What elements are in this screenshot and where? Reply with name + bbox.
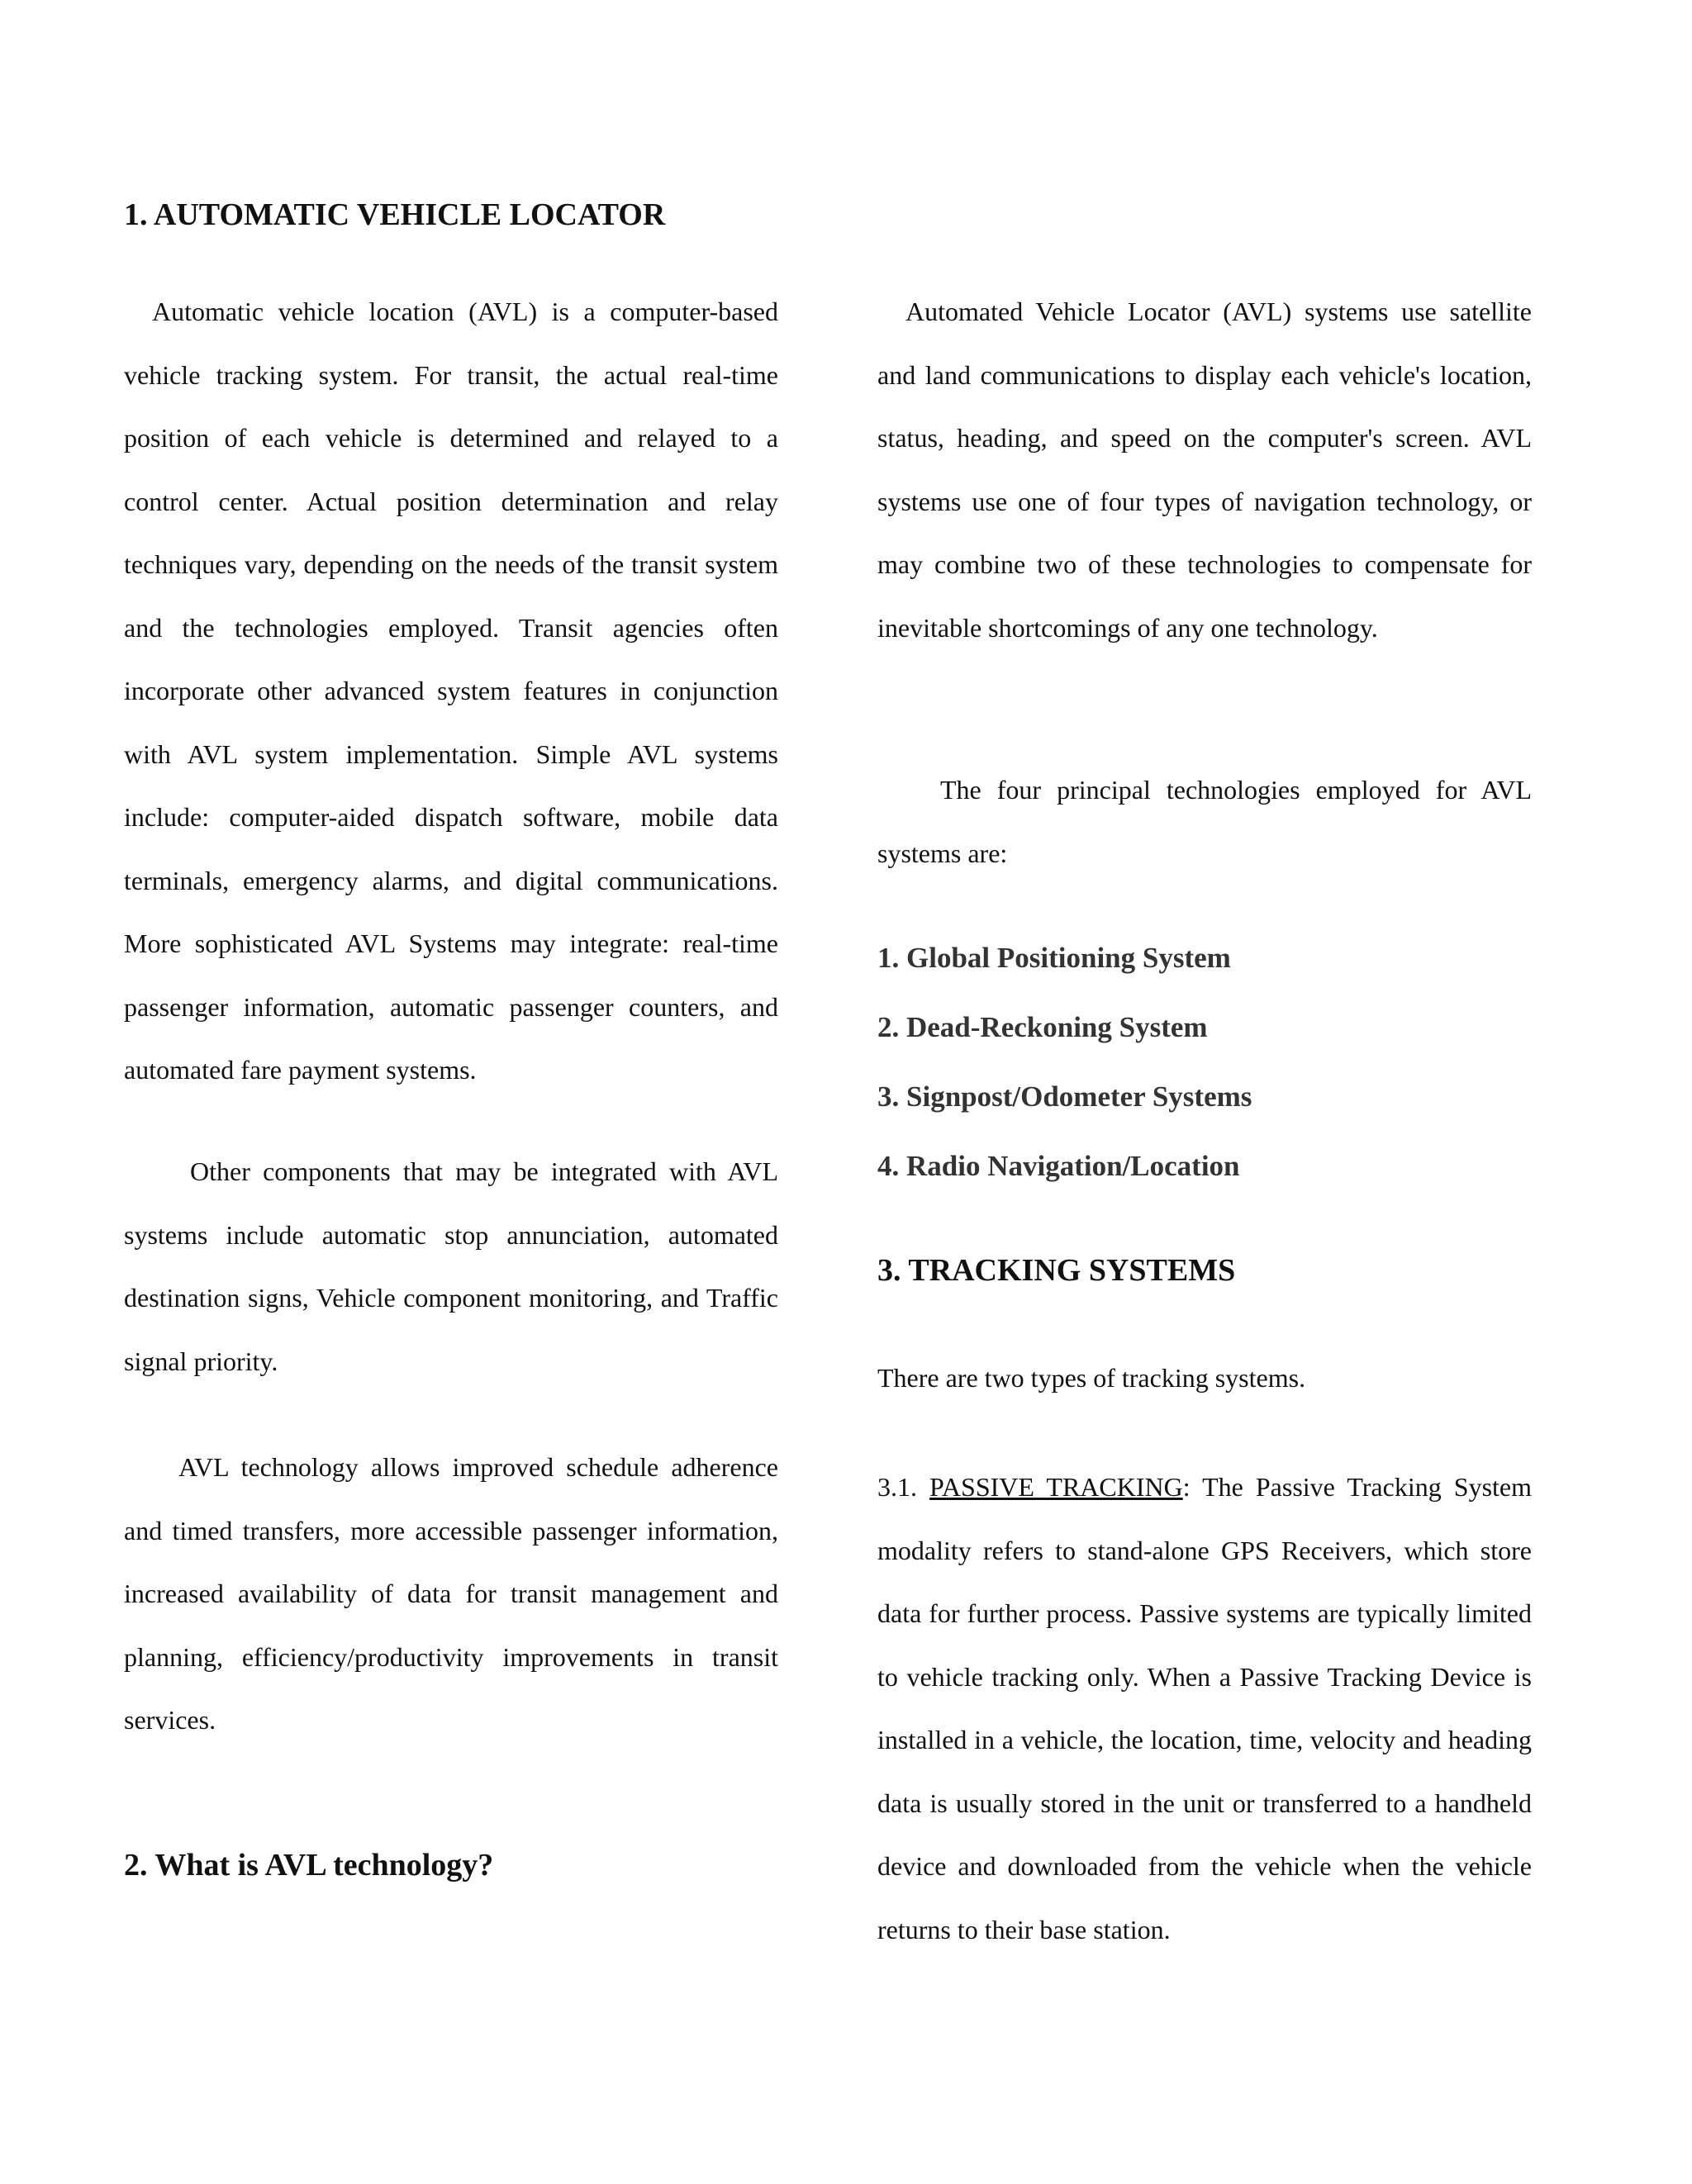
passive-number: 3.1. [877, 1472, 917, 1502]
paragraph-principal-technologies: The four principal technologies employed for AVL systems are: [877, 775, 1532, 868]
section-heading-3: 3. TRACKING SYSTEMS [877, 1253, 1236, 1288]
passive-tracking-text: : The Passive Tracking System modality refers to stand-alone GPS Receivers, which store data for further process. Passive systems are typically limited to vehicle tracking only. When a Passive Tracking Device is installed in a vehicle, the location, time, velocity and heading data is usually stored in the unit or transferred to a handheld device and downloaded from the vehicle when the vehicle returns to their base station. [877, 1472, 1532, 1944]
technology-list [877, 933, 1252, 1211]
passive-tracking-label: PASSIVE TRACKING [929, 1472, 1183, 1502]
paragraph-passive-tracking [877, 1455, 1532, 1961]
tracking-intro: There are two types of tracking systems. [877, 1363, 1306, 1393]
paragraph-other-components: Other components that may be integrated with AVL systems include automatic stop annunciation, automated destination signs, Vehicle component monitoring, and Traffic signal priority. [124, 1156, 778, 1376]
paragraph-avl-definition: Automatic vehicle location (AVL) is a computer-based vehicle tracking system. For transit, the actual real-time position of each vehicle is determined and relayed to a control center. Actual position determination and relay techniques vary, depending on the needs of the transit system and the technologies employed. Transit agencies often incorporate other advanced system features in conjunction with AVL system implementation. Simple AVL systems include: computer-aided dispatch software, mobile data terminals, emergency alarms, and digital communications. More sophisticated AVL Systems may integrate: real-time passenger information, automatic passenger counters, and automated fare payment systems. [124, 297, 778, 1085]
list-item: 4. Radio Navigation/Location [877, 1150, 1240, 1182]
list-item: 1. Global Positioning System [877, 942, 1231, 974]
section-heading-1: 1. AUTOMATIC VEHICLE LOCATOR [124, 197, 666, 232]
list-item: 2. Dead-Reckoning System [877, 1011, 1208, 1043]
section-heading-2: 2. What is AVL technology? [124, 1848, 494, 1883]
list-item: 3. Signpost/Odometer Systems [877, 1080, 1252, 1113]
paragraph-avl-benefits: AVL technology allows improved schedule adherence and timed transfers, more accessible passenger information, increased availability of data for transit management and planning, efficiency/productivity improvements in transit services. [124, 1452, 778, 1735]
paragraph-avl-systems: Automated Vehicle Locator (AVL) systems use satellite and land communications to display each vehicle's location, status, heading, and speed on the computer's screen. AVL systems use one of four types of navigation technology, or may combine two of these technologies to compensate for inevitable shortcomings of any one technology. [877, 297, 1532, 643]
